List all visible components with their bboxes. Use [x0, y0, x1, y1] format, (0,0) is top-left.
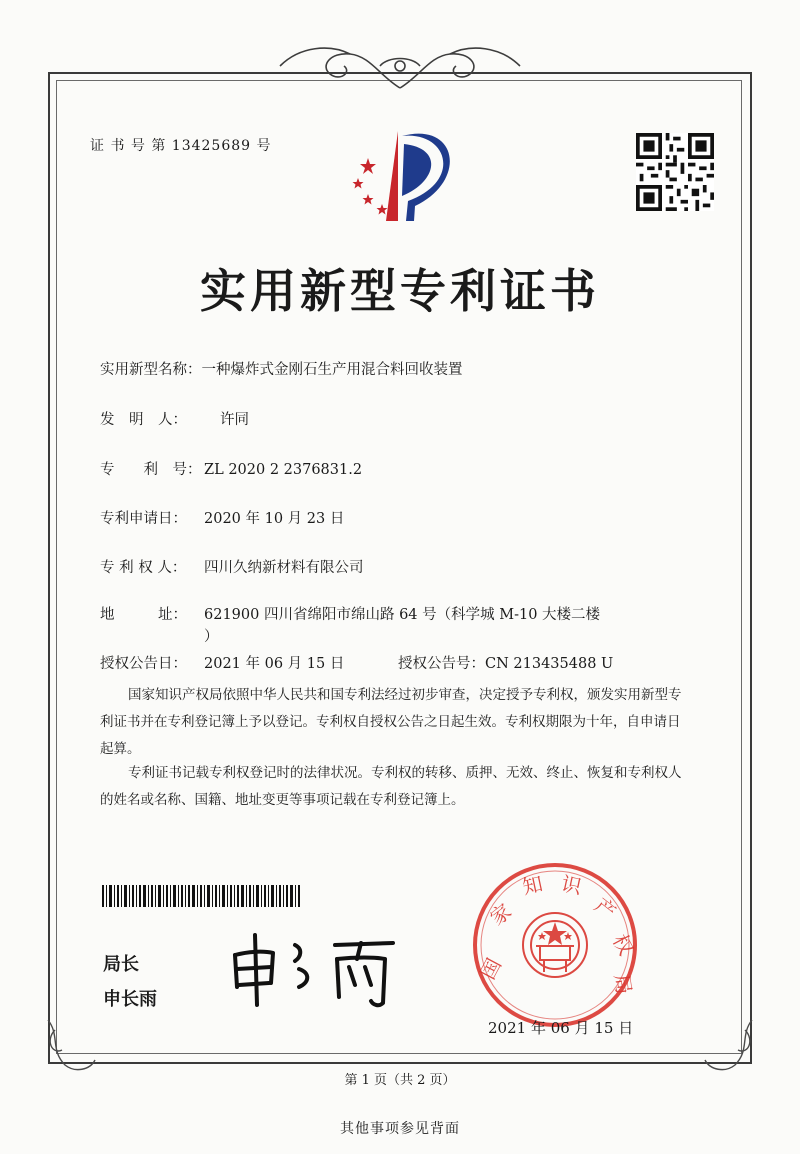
cnipa-logo-icon [338, 126, 468, 226]
grant-pub-number-value: CN 213435488 U [485, 656, 614, 672]
back-note: 其他事项参见背面 [340, 1121, 460, 1137]
inventor-value: 许同 [220, 412, 249, 428]
grant-pub-number-label: 授权公告号： [398, 656, 485, 672]
page-number: 第 1 页（共 2 页） [344, 1073, 456, 1088]
utility-model-name-label: 实用新型名称： [100, 362, 202, 378]
svg-text:权: 权 [607, 930, 639, 960]
filing-date-label: 专利申请日： [100, 511, 187, 527]
patent-number-value: ZL 2020 2 2376831.2 [204, 462, 363, 478]
signatory-title: 局长 [103, 954, 139, 975]
grant-pub-date-row [100, 652, 344, 673]
seal-date: 2021 年 06 月 15 日 [488, 1019, 634, 1037]
certificate-number: 证 书 号 第 13425689 号 [90, 138, 272, 154]
qr-code [636, 133, 714, 211]
svg-text:知: 知 [520, 871, 545, 899]
svg-text:产: 产 [590, 892, 621, 925]
patentee-row [100, 556, 364, 577]
patent-number-row [100, 458, 362, 479]
signatory-name: 申长雨 [103, 989, 157, 1010]
grant-pub-number-row [398, 652, 613, 673]
official-seal [470, 860, 640, 1030]
grant-pub-date-label: 授权公告日： [100, 656, 187, 672]
inventor-row [100, 408, 249, 429]
handwritten-signature [225, 925, 405, 1010]
patentee-value: 四川久纳新材料有限公司 [204, 560, 364, 576]
svg-text:识: 识 [559, 871, 584, 899]
top-ornament [270, 36, 530, 96]
body-paragraph-2: 专利证书记载专利权登记时的法律状况。专利权的转移、质押、无效、终止、恢复和专利权人的姓名或名称、国籍、地址变更等事项记载在专利登记簿上。 [100, 765, 682, 808]
svg-text:局: 局 [609, 972, 637, 996]
certificate-title: 实用新型专利证书 [200, 264, 600, 318]
address-value-line1: 621900 四川省绵阳市绵山路 64 号（科学城 M-10 大楼二楼 [204, 607, 601, 623]
utility-model-name-value: 一种爆炸式金刚石生产用混合料回收装置 [201, 362, 463, 378]
utility-model-name-row [100, 358, 463, 379]
body-paragraph-1: 国家知识产权局依照中华人民共和国专利法经过初步审查，决定授予专利权，颁发实用新型专利证书并在专利登记簿上予以登记。专利权自授权公告之日起生效。专利权期限为十年，自申请日起算。 [100, 687, 682, 757]
address-value-line2: ） [204, 629, 219, 645]
barcode [102, 885, 302, 907]
filing-date-row [100, 507, 344, 528]
address-label: 地 址： [100, 607, 187, 623]
address-row [100, 603, 600, 624]
grant-pub-date-value: 2021 年 06 月 15 日 [204, 656, 345, 672]
svg-text:家: 家 [485, 898, 516, 931]
svg-text:国: 国 [475, 954, 507, 984]
filing-date-value: 2020 年 10 月 23 日 [204, 511, 345, 527]
patentee-label: 专 利 权 人： [100, 560, 187, 576]
patent-number-label: 专 利 号： [100, 462, 202, 478]
inventor-label: 发 明 人： [100, 412, 187, 428]
